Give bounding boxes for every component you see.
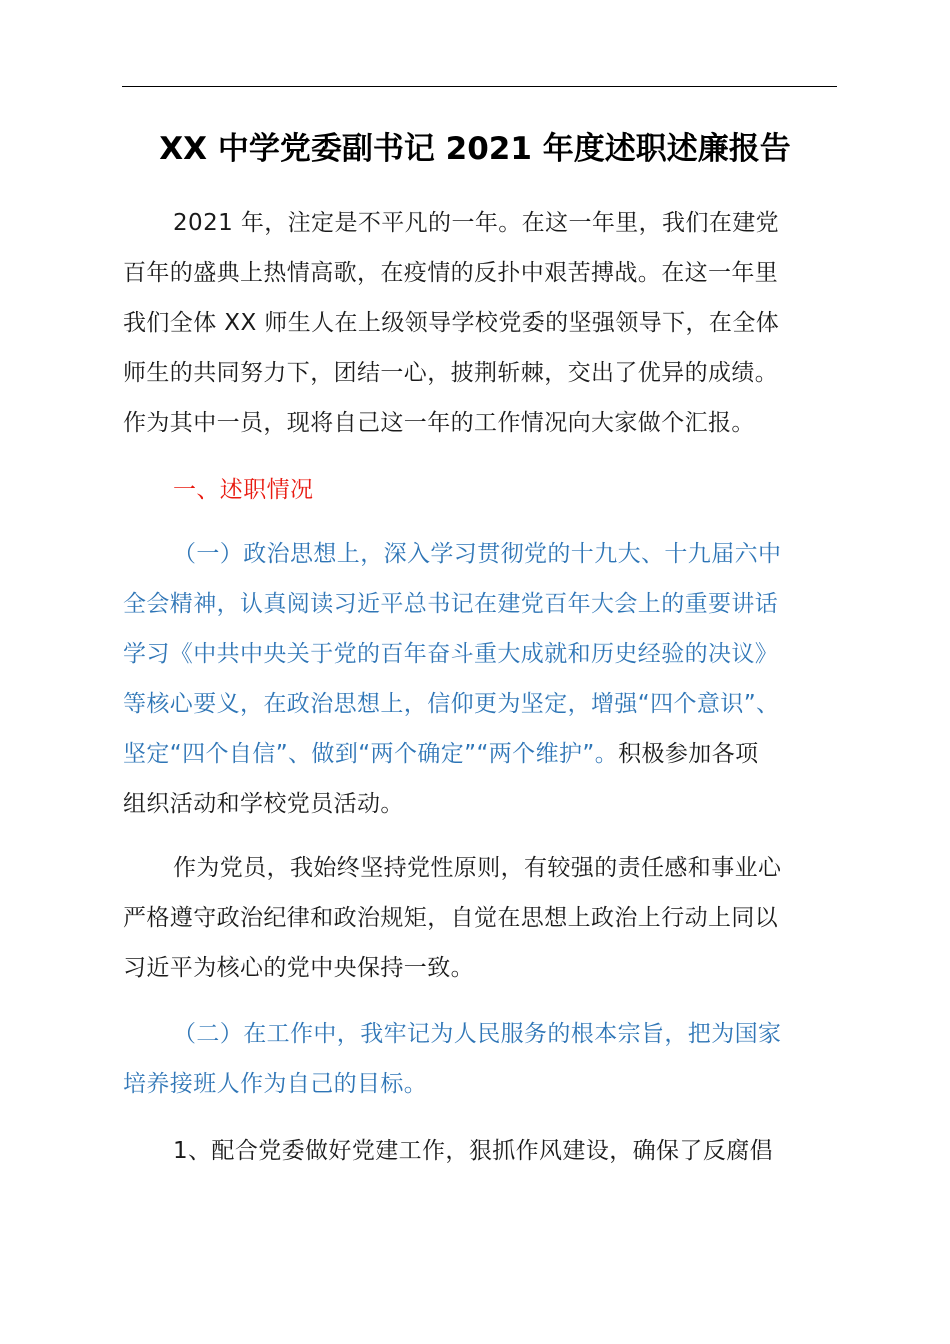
line-text: 组织活动和学校党员活动。 <box>123 791 404 817</box>
paragraph-line <box>123 407 755 439</box>
line-text: 等核心要义，在政治思想上，信仰更为坚定，增强“四个意识”、 <box>123 691 780 717</box>
line-text: 作为其中一员，现将自己这一年的工作情况向大家做个汇报。 <box>123 410 755 436</box>
line-tail-text: 积极参加各项 <box>618 741 759 767</box>
line-text: 师生的共同努力下，团结一心，披荆斩棘，交出了优异的成绩。 <box>123 360 779 386</box>
paragraph-line <box>123 638 778 670</box>
paragraph-line <box>173 1018 781 1050</box>
paragraph-line <box>173 538 781 570</box>
paragraph-line <box>123 788 404 820</box>
paragraph-line <box>173 207 779 239</box>
paragraph-line <box>173 852 781 884</box>
document-title: XX 中学党委副书记 2021 年度述职述廉报告 <box>159 131 791 167</box>
paragraph-line <box>123 952 474 984</box>
line-text: 作为党员，我始终坚持党性原则，有较强的责任感和事业心 <box>173 855 782 881</box>
paragraph-line <box>173 1135 773 1167</box>
line-text: （二）在工作中，我牢记为人民服务的根本宗旨，把为国家 <box>173 1021 782 1047</box>
line-text: 2021 年，注定是不平凡的一年。在这一年里，我们在建党 <box>173 210 780 236</box>
paragraph-line <box>173 474 313 506</box>
line-text: 严格遵守政治纪律和政治规矩，自觉在思想上政治上行动上同以 <box>123 905 779 931</box>
line-text: 1、配合党委做好党建工作，狠抓作风建设，确保了反腐倡 <box>173 1138 774 1164</box>
line-text: 百年的盛典上热情高歌，在疫情的反扑中艰苦搏战。在这一年里 <box>123 260 779 286</box>
header-rule <box>122 86 837 87</box>
paragraph-line <box>123 357 778 389</box>
line-text: 一、述职情况 <box>173 477 314 503</box>
line-text: （一）政治思想上，深入学习贯彻党的十九大、十九届六中 <box>173 541 782 567</box>
line-text: 习近平为核心的党中央保持一致。 <box>123 955 474 981</box>
paragraph-line <box>123 738 759 770</box>
paragraph-line <box>123 588 778 620</box>
line-text: 培养接班人作为自己的目标。 <box>123 1071 428 1097</box>
line-text: 我们全体 XX 师生人在上级领导学校党委的坚强领导下，在全体 <box>123 310 780 336</box>
paragraph-line <box>123 257 778 289</box>
line-text: 学习《中共中央关于党的百年奋斗重大成就和历史经验的决议》 <box>123 641 779 667</box>
paragraph-line <box>123 307 779 339</box>
line-text: 全会精神，认真阅读习近平总书记在建党百年大会上的重要讲话 <box>123 591 779 617</box>
paragraph-line <box>123 688 779 720</box>
paragraph-line <box>123 902 778 934</box>
paragraph-line <box>123 1068 427 1100</box>
line-text: 坚定“四个自信”、做到“两个确定”“两个维护”。 <box>123 741 619 767</box>
